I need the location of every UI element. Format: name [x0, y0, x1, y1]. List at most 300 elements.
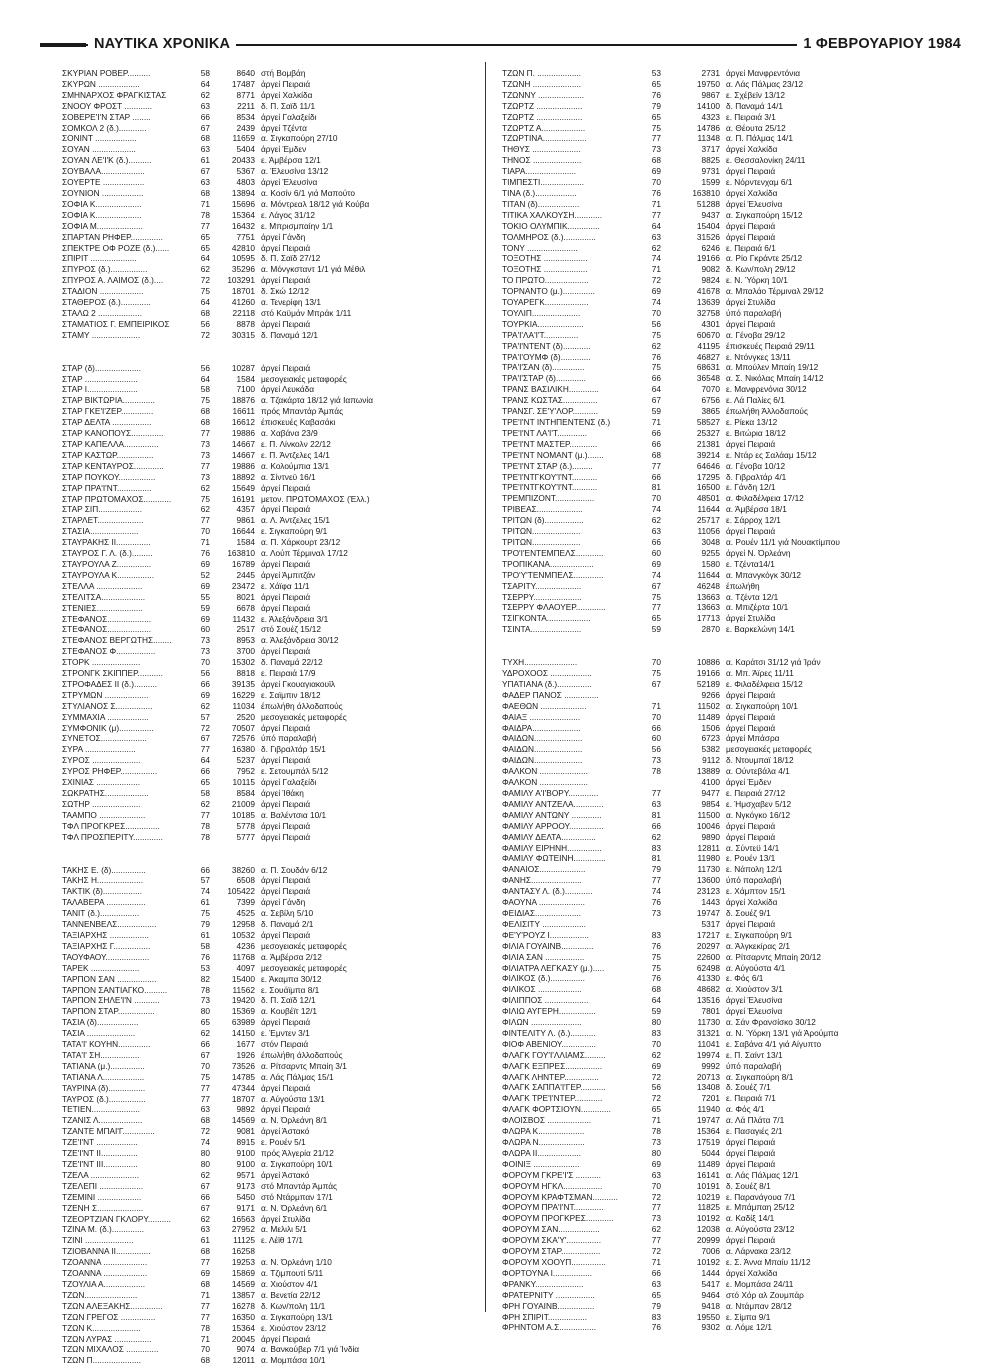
build-year: 68	[200, 133, 210, 144]
tonnage: 8818	[236, 668, 255, 679]
build-year: 59	[651, 1006, 661, 1017]
tonnage: 38260	[231, 864, 255, 875]
ship-name: ΤΑΚΗΣ Ε. (δ)...............	[62, 864, 146, 875]
ship-name: ΤΖΕΟΡΤΖΙΑΝ ΓΚΛΟΡΥ..........	[62, 1213, 171, 1224]
ship-row	[62, 155, 474, 166]
ship-name: ΤΑΟΥΦΑΟΥ...................	[62, 951, 150, 962]
build-year: 57	[200, 711, 210, 722]
ship-row	[502, 308, 932, 319]
ship-name: ΤΡΕ'Ι'ΝΤΓΚΟΥ'Ι'ΝΤ...........	[502, 471, 598, 482]
ship-status: μεσογειακές μεταφορές	[261, 940, 347, 951]
ship-status: άργεί Πειραιά	[261, 482, 311, 493]
ship-status: άργεί Άστακό	[261, 1126, 310, 1137]
ship-row	[62, 177, 474, 188]
ship-status: ε. Σαϊμπιν 18/12	[261, 689, 321, 700]
ship-row	[62, 166, 474, 177]
build-year: 63	[200, 144, 210, 155]
ship-name: ΣΤΕΦΑΝΟΣ...................	[62, 624, 152, 635]
ship-status: άργεί Έλευσίνα	[261, 177, 318, 188]
ship-status: άργεί Γάνδη	[261, 231, 306, 242]
ship-status: α. Σιγκαπούρη 10/1	[261, 1159, 333, 1169]
build-year: 74	[200, 1137, 210, 1148]
ship-row	[502, 482, 932, 493]
ship-name: ΤΡΙΤΩΝ.....................	[502, 536, 581, 547]
tonnage: 11730	[697, 864, 720, 875]
ship-row	[502, 581, 932, 592]
ship-row	[62, 1290, 474, 1301]
ship-row	[62, 221, 474, 232]
ship-status: άργεί Πειραιά	[261, 558, 311, 569]
ship-row	[62, 788, 474, 799]
ship-row	[502, 166, 932, 177]
tonnage: 4525	[236, 908, 255, 919]
ship-name: ΣΤΕΛΙΤΣΑ...................	[62, 591, 146, 602]
ship-name: ΦΑΜΙΛΥ ΦΩΤΕΙΝΗ..............	[502, 853, 606, 864]
ship-status: α. Μπούλεν Μπαίη 19/12	[726, 362, 819, 373]
ship-row	[502, 133, 932, 144]
build-year: 77	[651, 875, 661, 886]
ship-name: ΤΡΑΝΣ ΒΑΣΙΛΙΚΗ.............	[502, 384, 599, 395]
tonnage: 48682	[696, 984, 720, 995]
build-year: 78	[200, 209, 210, 220]
build-year: 77	[651, 209, 661, 220]
ship-name: ΦΛΩΡΑ ΙΙ...................	[502, 1147, 582, 1158]
ship-row	[62, 755, 474, 766]
ship-name: ΤΟΞΟΤΗΣ ...................	[502, 264, 588, 275]
ship-name: ΣΤΡΟΝΓΚ ΣΚΙΠΠΕΡ...........	[62, 668, 163, 679]
ship-status: δ. Π. Σαϊδ 27/12	[261, 253, 321, 264]
tonnage: 8771	[236, 89, 255, 100]
build-year: 71	[651, 417, 661, 427]
build-year: 81	[651, 853, 661, 864]
build-year: 66	[200, 678, 210, 689]
ship-row	[502, 1072, 932, 1083]
issue-date: 1 ΦΕΒΡΟΥΑΡΙΟΥ 1984	[797, 34, 967, 54]
ship-row	[62, 733, 474, 744]
ship-row	[62, 319, 474, 330]
build-year: 74	[200, 886, 210, 897]
tonnage: 11730	[697, 1017, 720, 1028]
tonnage: 21009	[231, 798, 255, 809]
ship-row	[62, 297, 474, 308]
build-year: 73	[200, 439, 210, 449]
tonnage: 16611	[232, 406, 255, 417]
build-year: 74	[651, 504, 661, 515]
build-year: 74	[651, 253, 661, 264]
ship-name: ΤΖΟΥΛΙΑ Α..................	[62, 1278, 146, 1289]
ship-name: ΣΧΙΝΙΑΣ ...................	[62, 777, 141, 788]
build-year: 72	[200, 1126, 210, 1137]
tonnage: 14667	[231, 439, 255, 449]
build-year: 68	[200, 1355, 210, 1366]
tonnage: 5237	[236, 755, 255, 766]
tonnage: 163810	[692, 187, 720, 198]
ship-name: ΤΑΥΡΙΝΑ (δ)................	[62, 1082, 146, 1093]
tonnage: 8584	[236, 788, 255, 798]
ship-row	[62, 144, 474, 155]
ship-name: ΦΟΡΟΥΜ ΗΓΚΛ.................	[502, 1180, 603, 1191]
ship-row	[62, 919, 474, 930]
ship-name: ΣΟΦΙΑ Μ....................	[62, 220, 143, 231]
ship-name: ΤΖΩΝ ΛΥΡΑΣ ................	[62, 1333, 152, 1344]
tonnage: 1584	[236, 537, 255, 548]
ship-name: ΤΖΙΟΒΑΝΝΑ ΙΙ...............	[62, 1246, 151, 1257]
tonnage: 6246	[701, 242, 720, 253]
ship-status: έπισκευές Καβασάκι	[261, 417, 336, 428]
ship-name: ΤΖΩΝ ΜΙΧΑΛΟΣ ..............	[62, 1344, 159, 1355]
ship-name: ΤΑΞΙΑΡΧΗΣ .................	[62, 929, 149, 940]
ship-status: α. Λάς Πάλμας 15/1	[261, 1071, 334, 1082]
ship-name: ΤΙΤΑΝ (δ)..................	[502, 198, 580, 209]
build-year: 74	[651, 886, 661, 897]
ship-status: α. Καδίξ 14/1	[726, 1213, 775, 1224]
ship-status: δ. Σουέζ 8/1	[726, 1180, 771, 1191]
build-year: 63	[651, 798, 661, 809]
ship-row	[502, 1050, 932, 1061]
ship-status: α. Τζέντα 12/1	[726, 591, 779, 602]
tonnage: 3717	[701, 144, 720, 155]
ship-status: ε. Χιούστον 23/12	[261, 1322, 326, 1333]
ship-status: άργεί Πειραιά	[726, 1158, 776, 1169]
ship-row	[502, 1104, 932, 1115]
build-year: 73	[651, 755, 661, 766]
build-year: 83	[651, 842, 661, 853]
ship-row	[502, 1093, 932, 1104]
tonnage: 2439	[236, 122, 255, 133]
ship-row	[502, 864, 932, 875]
ship-status: ε. Σχέβεϊν 13/12	[726, 89, 786, 100]
tonnage: 11500	[697, 809, 720, 820]
tonnage: 3048	[701, 536, 720, 547]
ship-status: άργεί Πειραιά	[261, 78, 311, 89]
build-year: 70	[651, 657, 661, 668]
ship-name: ΤΙΝΑ (δ.)..................	[502, 187, 577, 198]
ship-name: ΣΟΦΙΑ Κ....................	[62, 198, 142, 209]
ship-status: ύπό παραλαβή	[726, 875, 782, 886]
build-year: 66	[651, 373, 661, 384]
ship-name: ΦΑΛΚΟΝ .....................	[502, 777, 588, 788]
ship-name: ΣΤΑΥΡΟΥΛΑ Κ................	[62, 569, 155, 580]
build-year: 66	[200, 1039, 210, 1050]
ship-status: δ. Ντουμπαϊ 18/12	[726, 755, 794, 766]
ship-status: ε. Άκαμπα 30/12	[261, 973, 322, 984]
ship-status: άργεί Γκουαγιακουϊλ	[261, 678, 336, 689]
build-year: 59	[651, 406, 661, 417]
ship-name: ΦΑΔΕΡ ΠΑΝΟΣ ...............	[502, 689, 599, 700]
build-year: 70	[651, 177, 661, 188]
ship-row	[62, 701, 474, 712]
tonnage: 15302	[231, 657, 255, 668]
build-year: 77	[200, 1257, 210, 1268]
ship-name: ΣΥΜΜΑΧΙΑ ..................	[62, 711, 149, 722]
build-year: 62	[200, 89, 210, 100]
ship-row	[62, 1224, 474, 1235]
ship-status: μεσογειακές μεταφορές	[726, 744, 812, 755]
ship-status: α. Χιούστον 4/1	[261, 1278, 318, 1289]
ship-status: άργεί Μπάσρα	[726, 733, 780, 744]
tonnage: 11644	[697, 569, 720, 580]
ship-row	[502, 963, 932, 974]
ship-name: ΤΦΛ ΠΡΟΣΠΕΡΙΤΥ.............	[62, 831, 163, 842]
build-year: 77	[200, 515, 210, 526]
ship-row	[502, 253, 932, 264]
build-year: 82	[200, 973, 210, 984]
tonnage: 5777	[236, 831, 255, 842]
ship-name: ΤΟΚΙΟ ΟΛΥΜΠΙΚ..............	[502, 220, 600, 231]
ship-status: άργεί Μανφρεντόνια	[726, 68, 800, 78]
ship-row	[502, 624, 932, 635]
ship-status: α. Σάν Φρανσίσκο 30/12	[726, 1017, 816, 1028]
ship-name: ΦΡΗ ΓΟΥΑΙΝΒ................	[502, 1300, 595, 1311]
ship-name: ΦΛΩΡΑ Ν....................	[502, 1137, 585, 1147]
ship-name: ΦΙΛΙΑΤΡΑ ΛΕΓΚΑΣΥ (μ.).....	[502, 962, 605, 973]
build-year: 62	[200, 482, 210, 493]
tonnage: 5417	[701, 1278, 720, 1289]
ship-status: α. Ν. Ύόρκη 13/1 γιά Άρούμπα	[726, 1027, 839, 1038]
build-year: 66	[651, 438, 661, 449]
tonnage: 1506	[701, 722, 720, 733]
ship-row	[502, 1039, 932, 1050]
ship-status: ε. Ρουέν 5/1	[261, 1137, 306, 1148]
ship-status: άργεί Έλευσίνα	[726, 995, 783, 1006]
ship-name: ΦΑΝΤΑΣΥ Λ. (δ.)............	[502, 886, 593, 897]
ship-name: ΦΛΑΓΚ ΣΑΠΠΑ'Ι'ΓΕΡ...........	[502, 1082, 606, 1093]
ship-status: άργεί Πειραιά	[726, 1235, 776, 1246]
build-year: 67	[651, 395, 661, 406]
tonnage: 5317	[701, 918, 720, 929]
ship-row	[62, 1268, 474, 1279]
build-year: 67	[651, 580, 661, 591]
ship-status: α. Λάρνακα 23/12	[726, 1246, 791, 1257]
tonnage: 11980	[697, 853, 720, 864]
build-year: 73	[200, 471, 210, 482]
ship-row	[502, 995, 932, 1006]
ship-row	[62, 308, 474, 319]
ship-name: ΣΤΑΡ ΚΑΝΟΠΟΥΣ..............	[62, 428, 164, 439]
ship-row	[62, 1181, 474, 1192]
ship-status: α. Λάς Πάλμας 12/1	[726, 1169, 799, 1180]
build-year: 70	[200, 1060, 210, 1071]
tonnage: 9255	[701, 547, 720, 558]
ship-name: ΤΑΤΙΑΝΑ (μ.)...............	[62, 1060, 145, 1071]
tonnage: 46248	[696, 580, 720, 591]
build-year: 73	[200, 635, 210, 646]
ship-status: α. Ρίτσαρντς Μπαίη 20/12	[726, 951, 822, 962]
ship-name: ΤΡΟ'Υ'ΤΕΝΜΠΕΛΣ.............	[502, 569, 604, 580]
ship-status: ε. Ήμσχαβεν 5/12	[726, 798, 792, 809]
ship-name: ΣΤΕΦΑΝΟΣ Φ.................	[62, 646, 156, 657]
build-year: 76	[200, 548, 210, 559]
ship-name: ΣΤΑΡ ΚΑΠΕΛΛΑ...............	[62, 439, 159, 449]
ship-row	[62, 188, 474, 199]
ship-row	[502, 461, 932, 472]
tonnage: 15364	[231, 209, 255, 220]
tonnage: 17713	[696, 613, 720, 624]
ship-status: στό Ντάρμπαν 17/1	[261, 1191, 333, 1202]
ship-row	[502, 657, 932, 668]
tonnage: 9112	[702, 755, 720, 766]
tonnage: 19974	[696, 1049, 720, 1060]
build-year: 62	[200, 700, 210, 711]
ship-status: α. Λά Πλάτα 7/1	[726, 1115, 785, 1126]
tonnage: 16191	[231, 493, 255, 504]
tonnage: 10046	[696, 820, 720, 831]
ship-status: δ. Π. Σαϊδ 11/1	[261, 100, 316, 111]
ship-status: ε. Μανφρενόνια 30/12	[726, 384, 807, 395]
build-year: 62	[200, 1169, 210, 1180]
ship-status: ε. Π. Σαίντ 13/1	[726, 1049, 783, 1060]
ship-row	[502, 886, 932, 897]
tonnage: 10192	[696, 1213, 720, 1224]
build-year: 61	[200, 897, 210, 908]
tonnage: 25327	[696, 427, 720, 438]
ship-name: ΦΑΜΙΛΥ ΕΙΡΗΝΗ...............	[502, 842, 602, 853]
ship-status: άργεί Τζέντα	[261, 122, 307, 133]
build-year: 80	[651, 1147, 661, 1158]
tonnage: 12038	[696, 1224, 720, 1235]
ship-row	[502, 341, 932, 352]
ship-status: άργεί Έμδεν	[726, 777, 772, 788]
tonnage: 36548	[696, 373, 720, 384]
ship-row	[502, 373, 932, 384]
build-year: 70	[651, 1038, 661, 1049]
ship-status: α. Νγκόγκο 16/12	[726, 809, 791, 820]
ship-row	[62, 744, 474, 755]
build-year: 62	[200, 798, 210, 809]
ship-name: ΣΤΕΦΑΝΟΣ...................	[62, 613, 152, 624]
ship-row	[502, 1148, 932, 1159]
tonnage: 8915	[236, 1137, 255, 1148]
ship-name: ΣΤΑΡ ΚΕΝΤΑΥΡΟΣ.............	[62, 460, 164, 471]
ship-row	[62, 723, 474, 734]
ship-status: άργεί Χαλκίδα	[261, 89, 313, 100]
tonnage: 16258	[231, 1246, 255, 1257]
ship-name: ΣΤΑΥΡΟΣ Γ. Λ. (δ.).........	[62, 548, 153, 559]
tonnage: 11034	[232, 700, 255, 711]
build-year: 68	[200, 1246, 210, 1257]
ship-name: ΣΤΟΡΚ .....................	[62, 657, 141, 668]
ship-name: ΣΟΥΑΝ ...................	[62, 144, 136, 155]
ship-status: στόν Πειραιά	[261, 1039, 309, 1050]
tonnage: 2211	[237, 100, 255, 111]
ship-name: ΤΡΕ'Ι'ΝΤΓΚΟΥ'Ι'ΝΤ...........	[502, 482, 598, 493]
tonnage: 18701	[231, 286, 255, 297]
tonnage: 9173	[236, 1180, 255, 1191]
tonnage: 14569	[231, 1115, 255, 1126]
ship-name: ΣΤΡΥΜΩΝ ...................	[62, 689, 149, 700]
ship-name: ΣΠΑΡΤΑΝ ΡΗΦΕΡ..............	[62, 231, 163, 242]
ship-row	[502, 1268, 932, 1279]
ship-name: ΤΡΙΒΕΑΣ....................	[502, 504, 583, 515]
ship-name: ΤΗΝΟΣ .....................	[502, 155, 582, 166]
ship-status: ε. Άμβέρσα 12/1	[261, 155, 321, 166]
build-year: 71	[200, 198, 210, 209]
ship-name: ΦΟΡΟΥΜ ΧΟΟΥΠ...............	[502, 1256, 606, 1267]
ship-row	[502, 264, 932, 275]
ship-status: άργεί Πειραιά	[261, 886, 311, 897]
ship-row	[502, 1322, 932, 1333]
build-year: 65	[200, 231, 210, 242]
publication-title: ΝΑΥΤΙΚΑ ΧΡΟΝΙΚΑ	[88, 34, 236, 54]
tonnage: 1599	[701, 177, 720, 188]
ship-status: α. Ούντεβάλα 4/1	[726, 766, 790, 777]
build-year: 56	[200, 362, 210, 373]
ship-name: ΤΑΡΕΚ .....................	[62, 962, 140, 973]
ship-name: ΤΙΜΠΕΣΤΙ...................	[502, 177, 585, 188]
ship-row	[62, 832, 474, 843]
ship-row	[502, 788, 932, 799]
ship-name: ΦΕ'Υ'ΡΟΥΖ Ι.................	[502, 929, 589, 940]
ship-status: άργεί Πειραιά	[726, 820, 776, 831]
ship-status: ε. Μπάμπαη 25/12	[726, 1202, 795, 1213]
ship-status: άργεί Χαλκίδα	[726, 897, 778, 908]
build-year: 68	[200, 406, 210, 417]
ship-name: ΦΙΛΩΝ ......................	[502, 1017, 582, 1028]
ship-status: μετον. ΠΡΩΤΟΜΑΧΟΣ (Έλλ.)	[261, 493, 370, 504]
ship-status: α. Ν. Όρλεάνη 1/10	[261, 1257, 332, 1268]
ship-name: ΣΟΒΕΡΕ'Ι'Ν ΣΤΑΡ ........	[62, 111, 151, 122]
ship-row	[502, 515, 932, 526]
ship-row	[502, 930, 932, 941]
ship-name: ΣΟΥΕΡΤΕ ..................	[62, 177, 145, 188]
ship-status: α. Μπανγκόγκ 30/12	[726, 569, 802, 580]
build-year: 53	[200, 962, 210, 973]
ship-status: άργεί Χαλκίδα	[726, 1267, 778, 1278]
ship-name: ΣΤΑΡ .......................	[62, 373, 138, 384]
ship-status: α. Ρίτσαρντς Μπαίη 3/1	[261, 1060, 347, 1071]
tonnage: 13894	[231, 187, 255, 198]
build-year: 75	[651, 591, 661, 602]
ship-status: στή Βομβάη	[261, 68, 306, 78]
ship-name: ΤΟΥΛΙΠ.....................	[502, 307, 581, 318]
group-gap	[62, 341, 474, 363]
tonnage: 31321	[696, 1027, 720, 1038]
build-year: 66	[651, 536, 661, 547]
ship-status: α. Τζακάρτα 18/12 γιά Ιαπωνία	[261, 395, 374, 406]
tonnage: 3700	[236, 646, 255, 657]
tonnage: 14150	[231, 1028, 255, 1039]
build-year: 65	[651, 1104, 661, 1115]
ship-row	[62, 494, 474, 505]
build-year: 56	[651, 1082, 661, 1093]
ship-name: ΣΠΥΡΟΣ (δ.)................	[62, 264, 148, 275]
ship-status: α. Γένοβα 29/12	[726, 329, 786, 340]
build-year: 61	[200, 155, 210, 166]
ship-name: ΦΟΡΟΥΜ ΚΡΑΦΤΣΜΑΝ...........	[502, 1191, 618, 1202]
ship-name: ΤΖΩΝΗ .....................	[502, 78, 582, 89]
build-year: 70	[200, 526, 210, 537]
ship-name: ΤΡΙΤΩΝ.....................	[502, 526, 581, 537]
build-year: 73	[200, 646, 210, 657]
ship-status: α. Λ. Άντζελες 15/1	[261, 515, 330, 526]
ship-name: ΦΟΡΟΥΜ ΣΚΑ'Υ'...............	[502, 1235, 602, 1246]
ship-status: α. Άμβέρσα 2/12	[261, 951, 322, 962]
ship-status: άργεί Λευκάδα	[261, 384, 315, 395]
ship-status: έπισκευές Πειραιά 29/11	[726, 340, 815, 351]
ship-name: ΤΑΑΜΠΟ ....................	[62, 809, 146, 820]
ship-name: ΣΤΑΡ ΠΡΑ'Ι'ΝΤ...............	[62, 482, 152, 493]
ship-name: ΤΖΩΝΝΥ ....................	[502, 89, 585, 100]
ship-row	[502, 286, 932, 297]
ship-name: ΤΟΝΥ ......................	[502, 242, 578, 253]
ship-status: μεσογειακές μεταφορές	[261, 962, 347, 973]
ship-group	[62, 363, 474, 843]
group-gap	[502, 635, 932, 657]
ship-row	[502, 493, 932, 504]
build-year: 65	[200, 1017, 210, 1028]
ship-row	[502, 450, 932, 461]
ship-status: ε. Τζέντα14/1	[726, 558, 775, 569]
